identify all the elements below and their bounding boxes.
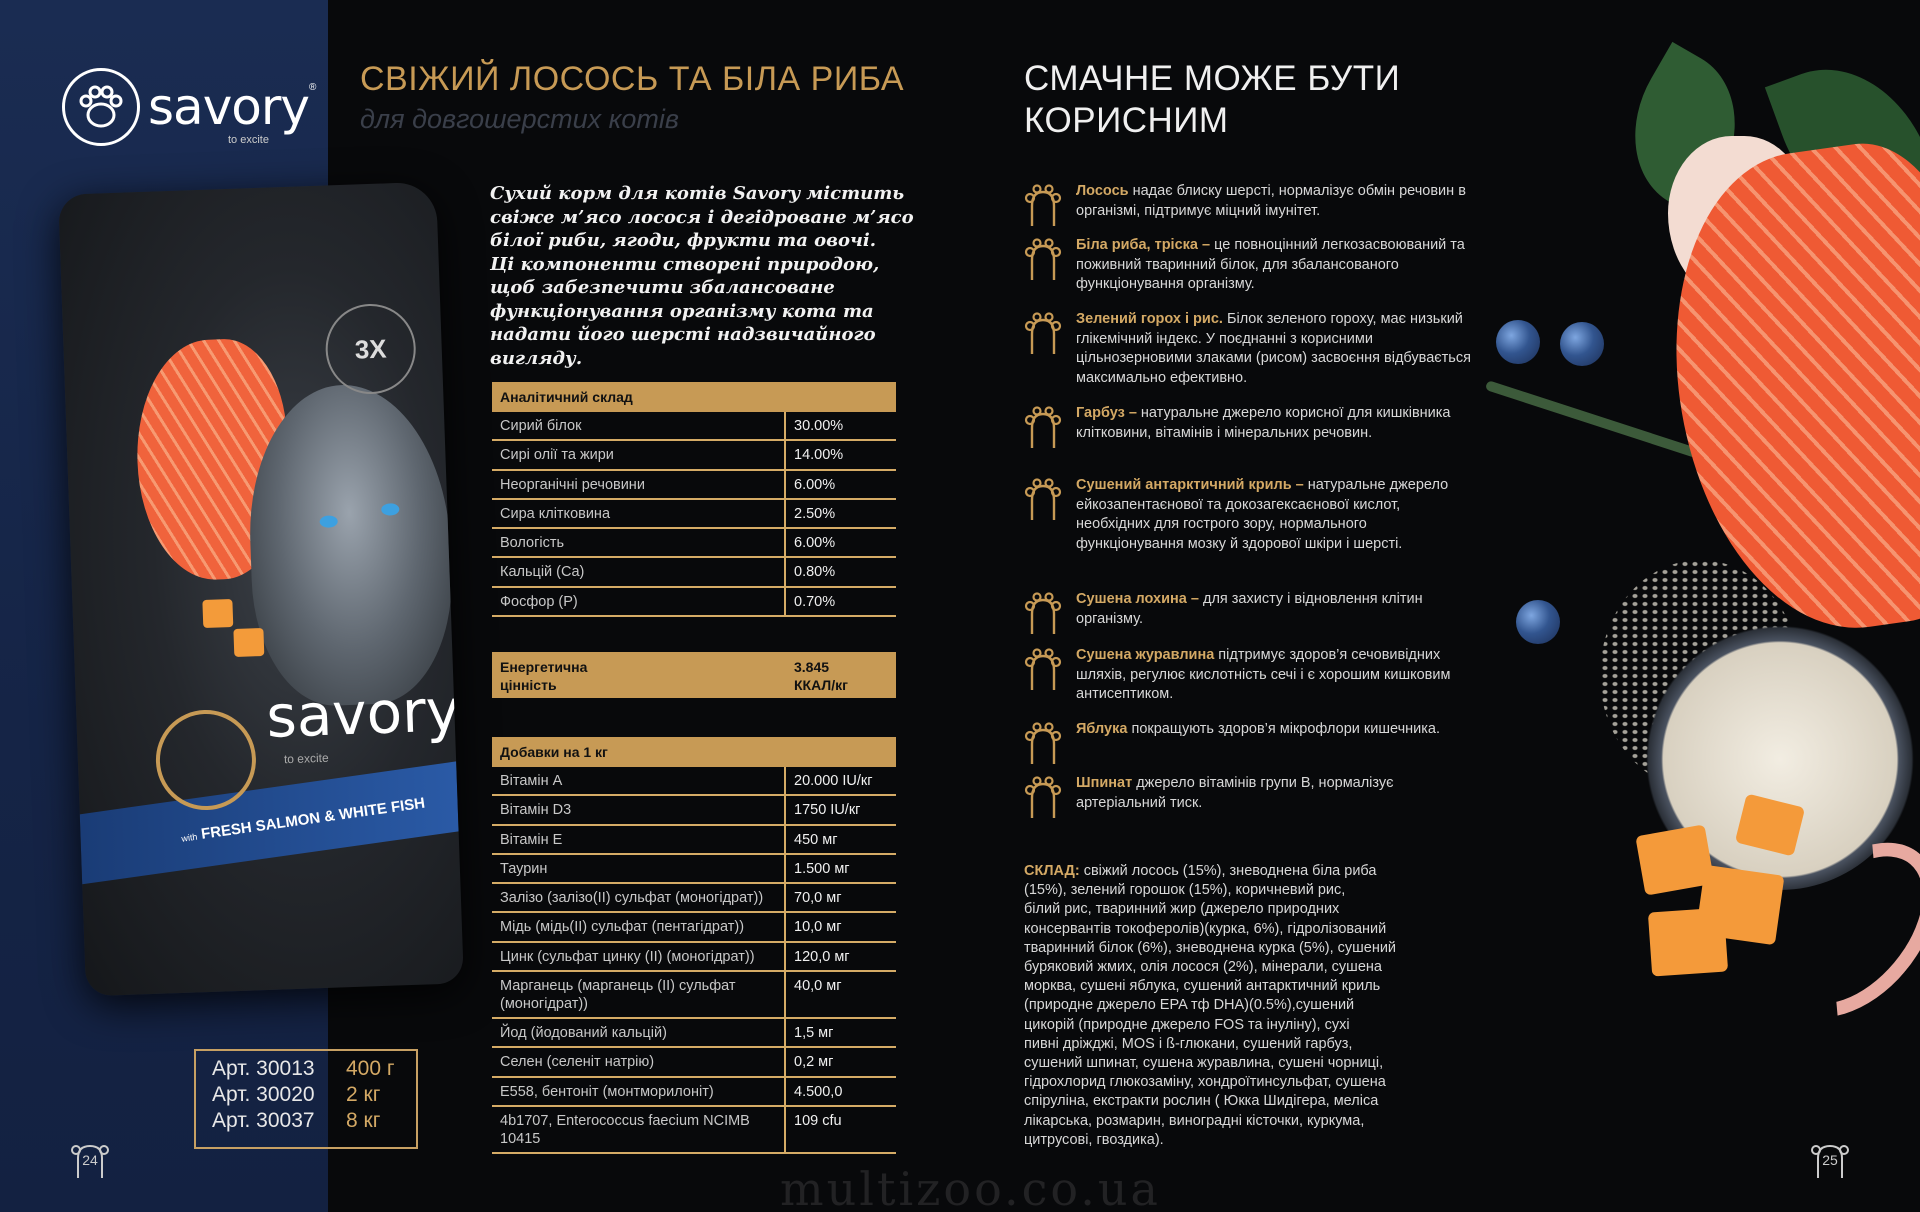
row-value: 0,2 мг [794, 1054, 834, 1071]
energy-value-line: 3.845 [794, 659, 830, 675]
composition-line: (15%), зелений горошок (15%), коричневий рис, [1024, 882, 1346, 899]
brand-reg: ® [309, 82, 317, 93]
benefit-text [1076, 646, 1476, 705]
benefit-text [1076, 182, 1476, 221]
article-weight: 8 кг [346, 1109, 381, 1132]
benefit-bold: Біла риба, тріска – [1076, 237, 1211, 253]
paw-outline-icon [1024, 478, 1062, 522]
blueberry [1496, 320, 1540, 364]
additives-table-header: Добавки на 1 кг [492, 737, 896, 767]
row-name: Селен (селеніт натрію) [492, 1048, 786, 1075]
product-bag-image [72, 188, 462, 990]
energy-label-line: Енергетична [500, 659, 588, 675]
composition-text [1024, 862, 1436, 1150]
right-page-title [1024, 58, 1400, 142]
row-value: 0.80% [794, 564, 836, 581]
article-row [212, 1057, 395, 1081]
brand-tagline: to excite [228, 134, 269, 146]
row-name: Вітамін Е [492, 826, 786, 853]
table-row [492, 500, 896, 529]
row-name: Сирі олії та жири [492, 441, 786, 468]
composition-line: лікарська, розмарин, виноградні кісточки, куркума, [1024, 1112, 1365, 1129]
composition-label: СКЛАД: [1024, 863, 1080, 879]
paw-outline-icon [1024, 722, 1062, 766]
intro-line: вигляду. [490, 347, 583, 369]
article-number: Арт. 30013 [212, 1057, 315, 1080]
bag-3x-badge: 3X [324, 302, 417, 395]
paw-outline-icon [1024, 648, 1062, 692]
page-number-left [68, 1140, 112, 1180]
brand-logo [62, 68, 316, 146]
row-name: Кальцій (Ca) [492, 558, 786, 585]
composition-line: тваринний білок (6%), зневоднена курка (5%), сушений [1024, 939, 1397, 956]
table-row [492, 1048, 896, 1077]
row-value: 14.00% [794, 447, 844, 464]
table-row [492, 471, 896, 500]
benefit-bold: Яблука [1076, 721, 1128, 737]
benefit-text [1076, 476, 1476, 554]
table-row [492, 1019, 896, 1048]
benefit-bold: Сушена лохина – [1076, 591, 1199, 607]
table-row [492, 943, 896, 972]
composition-line: сушений шпинат, сушена журавлина, сушені чорниці, [1024, 1055, 1384, 1072]
brand-name: savory [148, 78, 310, 136]
table-row [492, 588, 896, 617]
row-value: 10,0 мг [794, 919, 842, 936]
paw-outline-icon [1024, 776, 1062, 820]
row-name: Неорганічні речовини [492, 471, 786, 498]
energy-label-line: цінність [500, 677, 557, 693]
paw-outline-icon [1024, 238, 1062, 282]
additives-table [492, 737, 896, 1154]
blueberry [1560, 322, 1604, 366]
intro-line: свіже м’ясо лосося і дегідроване м’ясо [490, 206, 914, 228]
benefit-text [1076, 590, 1476, 629]
page-subtitle: для довгошерстих котів [360, 104, 679, 134]
benefit-text [1076, 236, 1476, 295]
benefit-description: Білок зеленого гороху, має низький глікемічний індекс. У поєднанні з корисними цільнозерновими злаками (рисом) засвоєння відбувається максимально ефективно. [1076, 311, 1471, 386]
benefit-bold: Сушений антарктичний криль – [1076, 477, 1304, 493]
table-row [492, 884, 896, 913]
intro-line: щоб забезпечити збалансоване [490, 277, 835, 298]
bag-body [58, 182, 464, 997]
benefit-bold: Шпинат [1076, 775, 1133, 791]
row-name: Залізо (залізо(II) сульфат (моногідрат)) [492, 884, 786, 911]
composition-line: спіруліна, екстракти рослин ( Юкка Шидігера, меліса [1024, 1093, 1379, 1110]
row-name: Вітамін D3 [492, 796, 786, 823]
analysis-table [492, 382, 896, 617]
row-name: Фосфор (P) [492, 588, 786, 615]
article-number: Арт. 30037 [212, 1109, 315, 1132]
table-row [492, 1107, 896, 1154]
bag-cat-illustration [245, 381, 456, 708]
page-number-text: 25 [1822, 1152, 1838, 1168]
row-value: 0.70% [794, 593, 836, 610]
row-value: 4.500,0 [794, 1083, 843, 1100]
composition-line: цикорій (природне джерело FOS та інуліну), сухі [1024, 1016, 1350, 1033]
composition-line: (природне джерело EPA тф DHA)(0.5%),сушений [1024, 997, 1355, 1014]
row-value: 450 мг [794, 831, 838, 848]
energy-value [794, 658, 848, 694]
table-row [492, 1078, 896, 1107]
table-row [492, 972, 896, 1019]
row-name: Вологість [492, 529, 786, 556]
table-row [492, 529, 896, 558]
table-row [492, 412, 896, 441]
benefit-description: для захисту і відновлення клітин організму. [1076, 591, 1423, 627]
right-title-line: КОРИСНИМ [1024, 101, 1229, 140]
benefit-bold: Лосось [1076, 183, 1129, 199]
composition-line: білий рис, тваринний жир (джерело природних [1024, 901, 1340, 918]
bag-tagline: to excite [283, 750, 329, 767]
row-value: 1.500 мг [794, 860, 850, 877]
benefit-text [1076, 720, 1476, 740]
right-title-line: СМАЧНЕ МОЖЕ БУТИ [1024, 59, 1401, 98]
row-value: 6.00% [794, 535, 836, 552]
composition-line: цитрусові, гвоздика). [1024, 1131, 1164, 1148]
row-value: 6.00% [794, 476, 836, 493]
energy-label [500, 658, 587, 694]
watermark: multizoo.co.ua [780, 1162, 1161, 1212]
paw-outline-icon [1024, 406, 1062, 450]
analysis-table-header: Аналітичний склад [492, 382, 896, 412]
page-number-text: 24 [82, 1152, 98, 1168]
pumpkin-chunk [1648, 907, 1728, 976]
intro-line: функціонування організму кота та [490, 300, 874, 322]
row-value: 1750 IU/кг [794, 802, 861, 819]
row-name: Сирий білок [492, 412, 786, 439]
row-name: Мідь (мідь(II) сульфат (пентагідрат)) [492, 913, 786, 940]
benefit-text [1076, 774, 1476, 813]
row-name: Йод (йодований кальцій) [492, 1019, 786, 1046]
article-row [212, 1109, 380, 1133]
table-row [492, 796, 896, 825]
intro-line: надати його шерсті надзвичайного [490, 324, 876, 345]
benefit-description: надає блиску шерсті, нормалізує обмін речовин в організмі, підтримує міцний імунітет. [1076, 183, 1466, 219]
energy-value-bar [492, 652, 896, 698]
paw-outline-icon [1024, 184, 1062, 228]
paw-outline-icon [1024, 592, 1062, 636]
row-name: Вітамін А [492, 767, 786, 794]
benefit-bold: Зелений горох і рис. [1076, 311, 1223, 327]
composition-line-text: свіжий лосось (15%), зневоднена біла риба [1079, 863, 1377, 879]
row-name: Марганець (марганець (II) сульфат (моногідрат)) [492, 972, 786, 1017]
row-name: 4b1707, Enterococcus faecium NCIMB 10415 [492, 1107, 786, 1152]
intro-line: білої риби, ягоди, фрукти та овочі. [490, 230, 876, 251]
article-numbers-box [194, 1049, 418, 1149]
page-number-right [1808, 1140, 1852, 1180]
composition-line [1024, 862, 1436, 881]
intro-line: Ці компоненти створені природою, [490, 253, 880, 275]
food-ingredients-image [1460, 40, 1920, 1140]
paw-logo-icon [62, 68, 140, 146]
benefit-description: натуральне джерело корисної для кишківника клітковини, вітамінів і мінеральних речовин. [1076, 405, 1451, 441]
table-row [492, 826, 896, 855]
bag-with-label: with [180, 831, 199, 844]
paw-outline-icon [1024, 312, 1062, 356]
benefit-text [1076, 310, 1476, 388]
article-row [212, 1083, 380, 1107]
table-row [492, 767, 896, 796]
row-value: 2.50% [794, 505, 836, 522]
energy-value-line: ККАЛ/кг [794, 677, 848, 693]
table-row [492, 855, 896, 884]
page-title: СВІЖИЙ ЛОСОСЬ ТА БІЛА РИБА [360, 60, 905, 98]
row-name: Таурин [492, 855, 786, 882]
row-name: Цинк (сульфат цинку (II) (моногідрат)) [492, 943, 786, 970]
bag-product-title: FRESH SALMON & WHITE FISH [200, 794, 427, 843]
benefit-description: це повноцінний легкозасвоюваний та поживний тваринний білок, для збалансованого функціонування організму. [1076, 237, 1465, 292]
row-value: 40,0 мг [794, 978, 842, 995]
row-value: 20.000 IU/кг [794, 773, 873, 789]
row-value: 30.00% [794, 418, 844, 434]
intro-text [490, 182, 914, 370]
row-value: 1,5 мг [794, 1025, 834, 1042]
bag-pumpkin-chunk [233, 628, 264, 657]
row-value: 120,0 мг [794, 948, 850, 965]
composition-line: морква, сушені яблука, сушений антарктичний криль [1024, 978, 1381, 995]
blueberry [1516, 600, 1560, 644]
benefit-description: покращують здоров’я мікрофлори кишечника. [1127, 721, 1440, 737]
benefit-bold: Гарбуз – [1076, 405, 1137, 421]
benefit-description: підтримує здоров’я сечовивідних шляхів, регулює кислотність сечі і є хорошим кишковим антисептиком. [1076, 647, 1451, 702]
composition-line: гідрохлорид глюкозаміну, хондроїтинсульфат, сушена [1024, 1074, 1386, 1091]
composition-line: пивні дріжджі, MOS і ß-глюкани, сушений гарбуз, [1024, 1035, 1353, 1052]
benefit-description: натуральне джерело ейкозапентаєнової та докозагексаєнової кислот, необхідних для гострого зору, нормального функціонування мозку й здорової шкіри і шерсті. [1076, 477, 1449, 552]
bag-pumpkin-chunk [202, 599, 233, 628]
row-name: E558, бентоніт (монтморилоніт) [492, 1078, 786, 1105]
table-row [492, 558, 896, 587]
row-value: 109 cfu [794, 1112, 842, 1129]
bag-brand-name: savory [265, 676, 462, 751]
composition-line: буряковий жмих, олія лосося (2%), мінерали, сушена [1024, 959, 1382, 976]
benefit-description: джерело вітамінів групи В, нормалізує артеріальний тиск. [1076, 775, 1394, 811]
intro-line: Сухий корм для котів Savory містить [490, 183, 905, 204]
article-weight: 2 кг [346, 1083, 381, 1106]
row-value: 70,0 мг [794, 890, 842, 907]
table-row [492, 441, 896, 470]
article-number: Арт. 30020 [212, 1083, 315, 1106]
article-weight: 400 г [346, 1057, 395, 1080]
composition-line: консервантів токоферолів)(курка, 6%), гідролізований [1024, 920, 1387, 937]
benefit-text [1076, 404, 1476, 443]
benefit-bold: Сушена журавлина [1076, 647, 1215, 663]
table-row [492, 913, 896, 942]
row-name: Сира клітковина [492, 500, 786, 527]
